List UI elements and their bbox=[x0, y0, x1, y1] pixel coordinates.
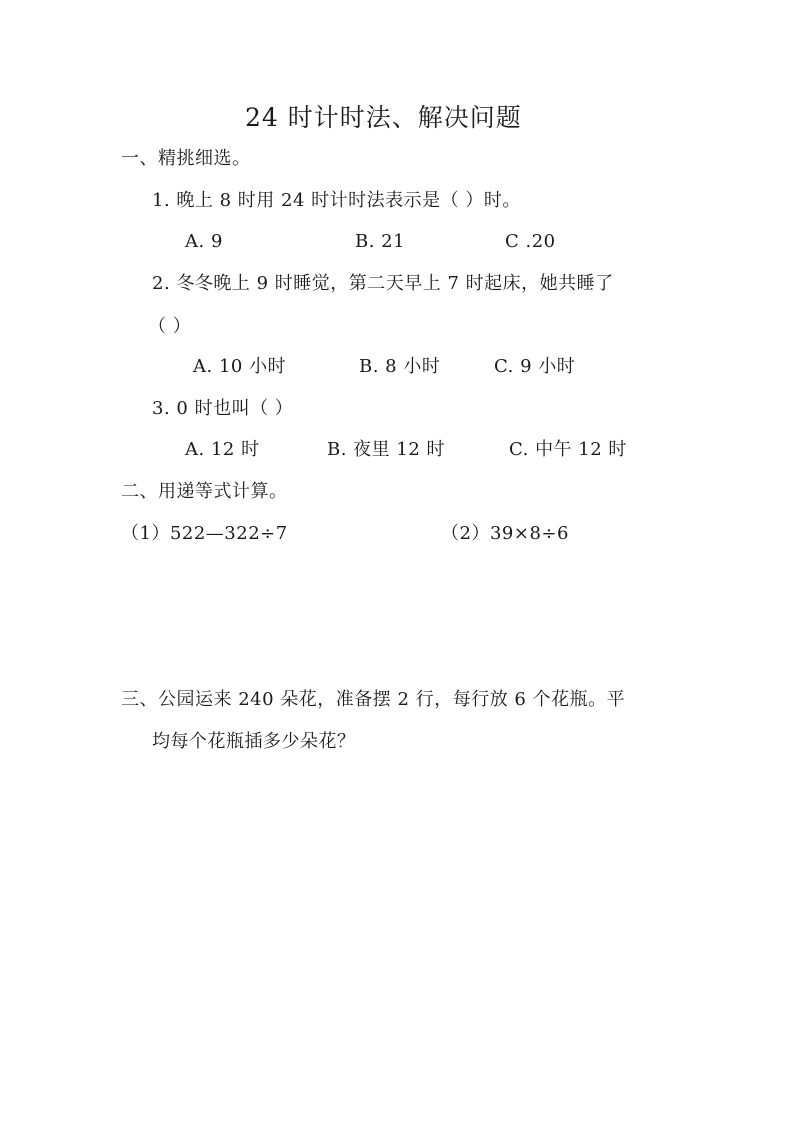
q2-option-c: C. 9 小时 bbox=[494, 356, 576, 377]
q2-option-b: B. 8 小时 bbox=[359, 356, 441, 377]
q1-option-c: C .20 bbox=[505, 231, 556, 252]
q1-option-a: A. 9 bbox=[185, 231, 223, 252]
calc-item-1: （1）522—322÷7 bbox=[121, 523, 288, 544]
section-3-problem-line-1: 三、公园运来 240 朵花，准备摆 2 行，每行放 6 个花瓶。平 bbox=[121, 689, 626, 710]
q3-option-b: B. 夜里 12 时 bbox=[327, 439, 446, 460]
calc-item-2: （2）39×8÷6 bbox=[441, 523, 569, 544]
section-2-heading: 二、用递等式计算。 bbox=[121, 481, 288, 502]
q3-option-c: C. 中午 12 时 bbox=[509, 439, 627, 460]
question-2: 2. 冬冬晚上 9 时睡觉，第二天早上 7 时起床，她共睡了 bbox=[152, 273, 614, 294]
q3-option-a: A. 12 时 bbox=[185, 439, 260, 460]
section-3-problem-line-2: 均每个花瓶插多少朵花？ bbox=[152, 731, 356, 752]
page-title: 24 时计时法、解决问题 bbox=[245, 103, 522, 132]
q1-option-b: B. 21 bbox=[355, 231, 406, 252]
question-2-answer-blank: （ ） bbox=[148, 316, 192, 337]
question-3: 3. 0 时也叫（ ） bbox=[152, 398, 294, 419]
question-1: 1. 晚上 8 时用 24 时计时法表示是（ ）时。 bbox=[152, 190, 521, 211]
section-1-heading: 一、精挑细选。 bbox=[121, 148, 251, 169]
q2-option-a: A. 10 小时 bbox=[193, 356, 287, 377]
